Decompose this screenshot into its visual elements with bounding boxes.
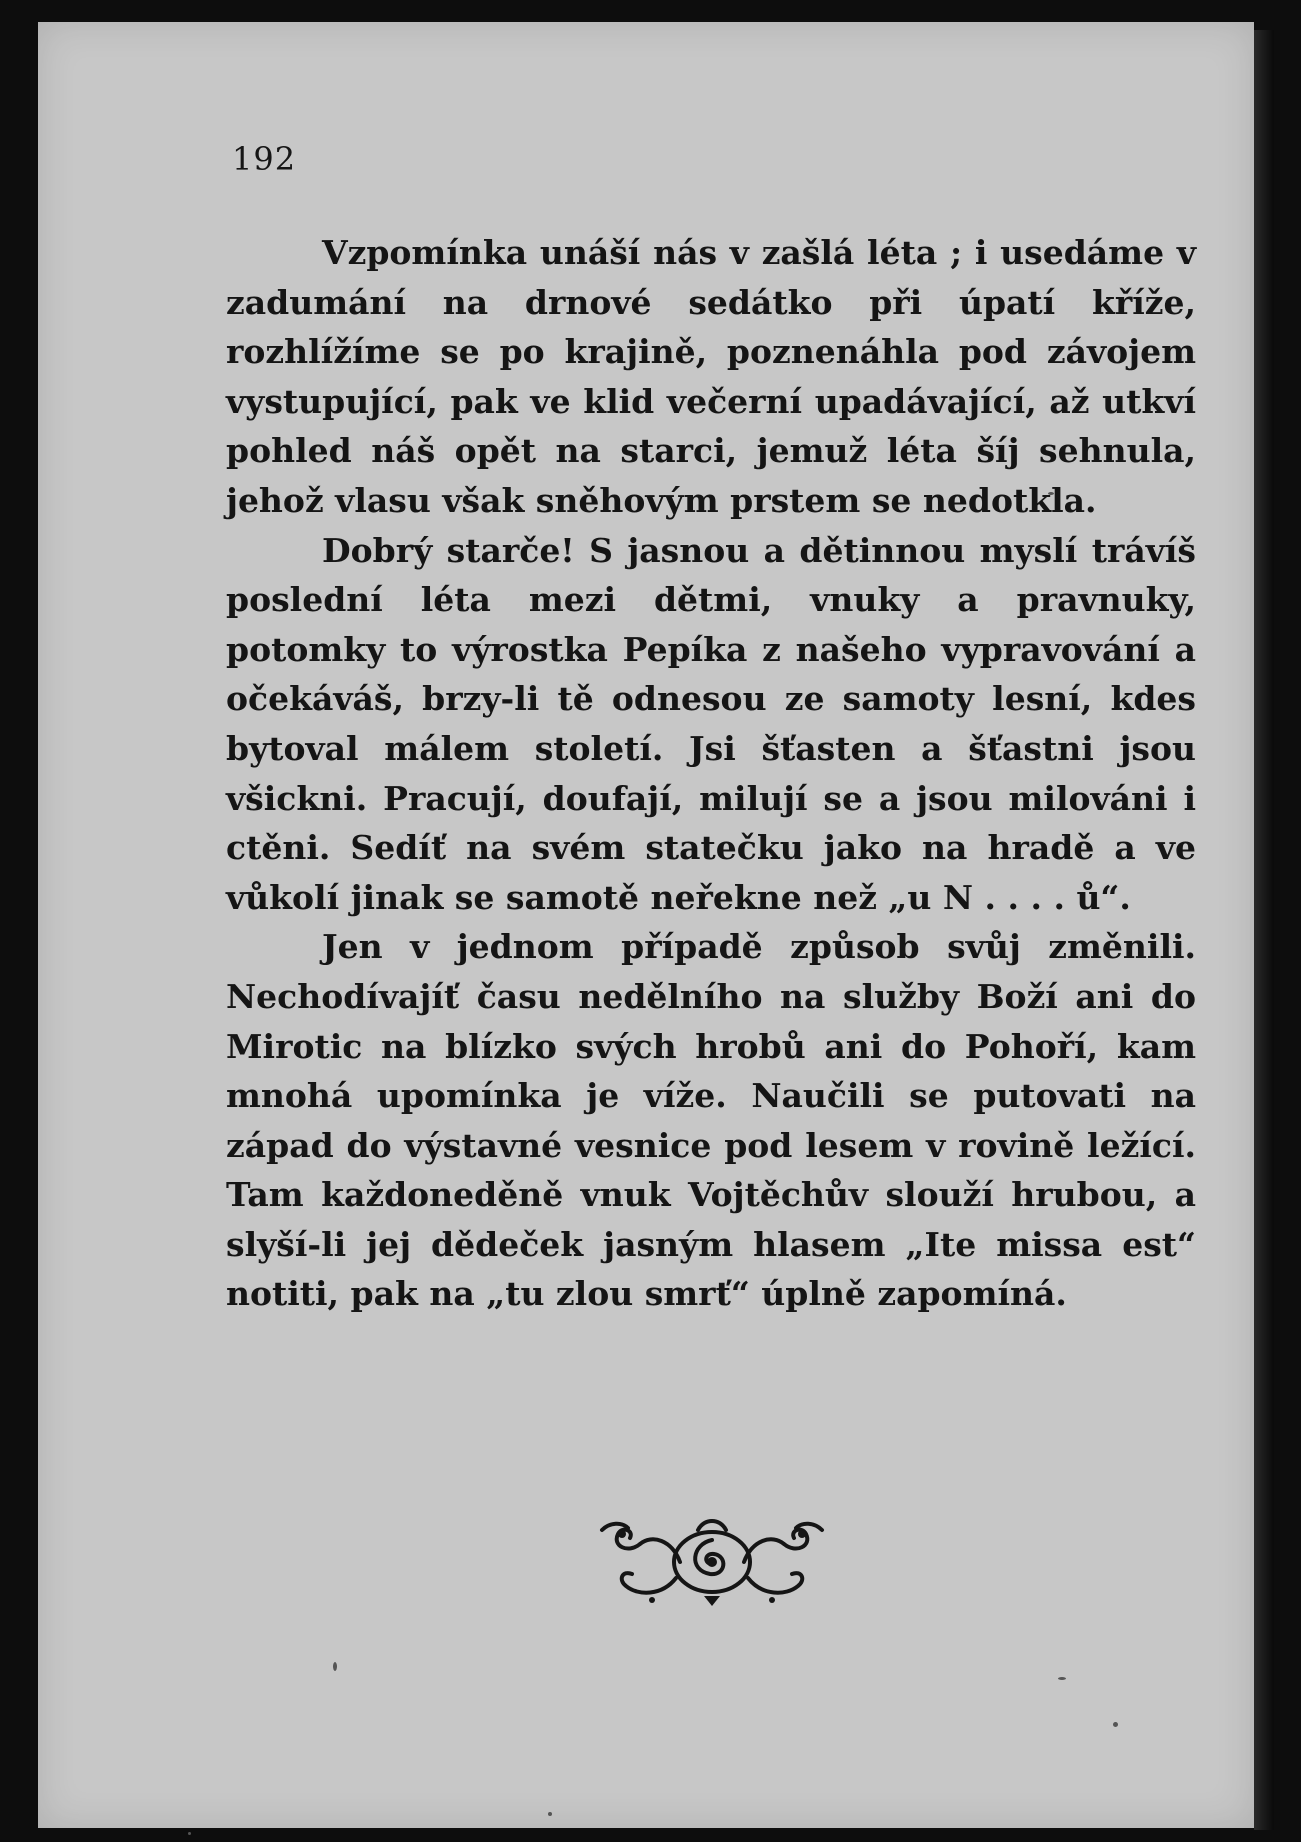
paragraph-1: Vzpomínka unáší nás v zašlá léta ; i usedáme v zadumání na drnové sedátko při úpatí kříže, rozhlížíme se po krajině, poznenáhla pod závojem vystupující, pak ve klid večerní upadávající, až utkví pohled náš opět na starci, jemuž léta šíj sehnula, jehož vlasu však sněhovým prstem se nedotkla. <box>226 233 1196 520</box>
page-number: 192 <box>232 140 297 178</box>
floral-vignette-icon <box>592 1500 832 1610</box>
paper-speck <box>1058 1677 1066 1680</box>
paper-speck <box>1113 1722 1118 1727</box>
body-text <box>226 228 1196 1319</box>
paper-speck <box>333 1662 337 1671</box>
paragraph-2: Dobrý starče! S jasnou a dětinnou myslí trávíš poslední léta mezi dětmi, vnuky a pravnuky, potomky to výrostka Pepíka z našeho vypravování a očekáváš, brzy-li tě odnesou ze samoty lesní, kdes bytoval málem století. Jsi šťasten a šťastni jsou všickni. Pracují, doufají, milují se a jsou milováni i ctěni. Sedíť na svém statečku jako na hradě a ve vůkolí jinak se samotě neřekne než „u N . . . . ů“. <box>226 530 1196 917</box>
page-edge-shadow <box>1254 30 1274 1830</box>
paper-speck <box>188 1832 191 1835</box>
paper-speck <box>548 1812 552 1816</box>
paragraph-3: Jen v jednom případě způsob svůj změnili. Nechodívajíť času nedělního na služby Boží ani do Mirotic na blízko svých hrobů ani do Pohoří, kam mnohá upomínka je víže. Naučili se putovati na západ do výstavné vesnice pod lesem v rovině ležící. Tam každoneděně vnuk Vojtěchův slouží hrubou, a slyší-li jej dědeček jasným hlasem „Ite missa est“ notiti, pak na „tu zlou smrť“ úplně zapomíná. <box>226 927 1196 1314</box>
